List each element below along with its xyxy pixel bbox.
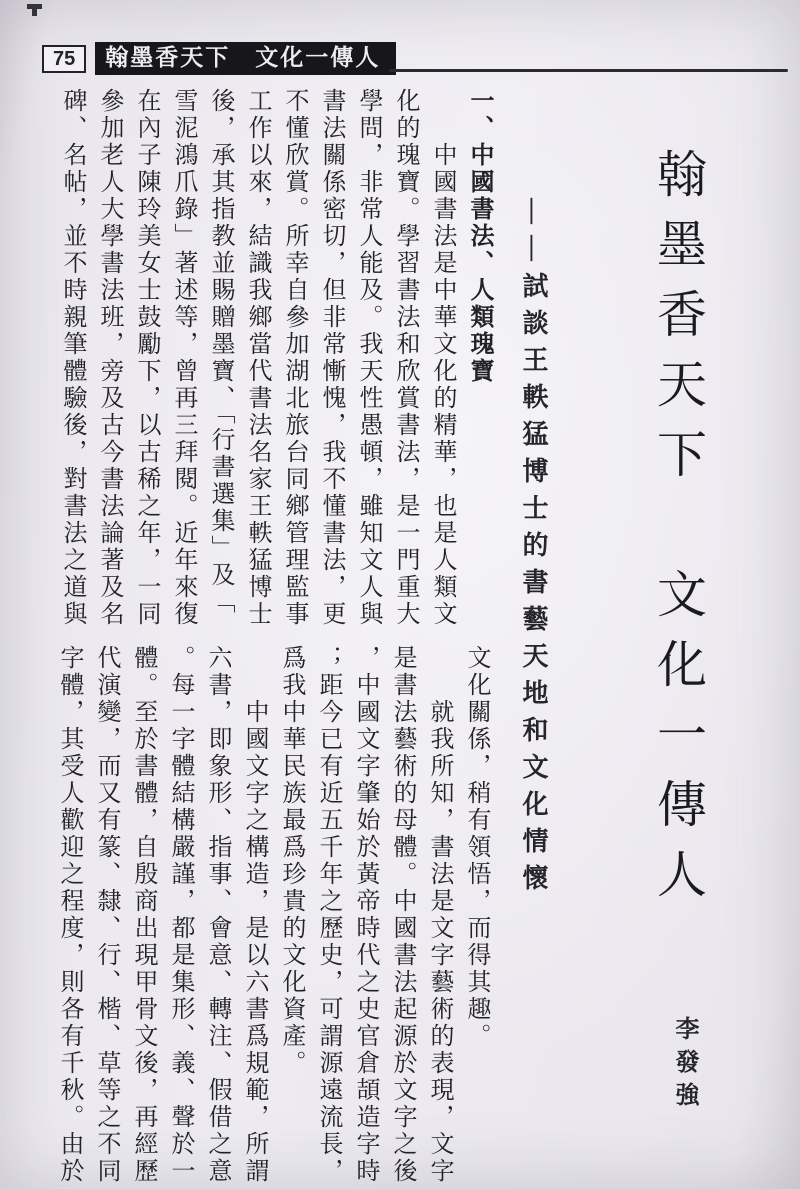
page-number: 75 <box>42 45 86 73</box>
running-title-bar: 翰墨香天下 文化一傳人 <box>95 42 396 75</box>
article-subtitle: ——試談王軼猛博士的書藝天地和文化情懷 <box>519 198 548 901</box>
page-header <box>42 42 792 78</box>
body-text-lower-block <box>50 645 494 1189</box>
paragraph-1: 中國書法是中華文化的精華，也是人類文化的瑰寶。學習書法和欣賞書法，是一門重大學問，非常人能及。我天性愚頓，雖知文人與書法關係密切，但非常慚愧，我不懂書法，更不懂欣賞。所幸自參加湖北旅台同鄉管理監事工作以來，結識我鄉當代書法名家王軼猛博士後，承其指教並賜贈墨寶、「行書選集」及「雪泥鴻爪錄」著述等，曾再三拜閱。近年來復在內子陳玲美女士鼓勵下，以古稀之年，一同參加老人大學書法班，旁及古今書法論著及名碑、名帖，並不時親筆體驗後，對書法之道與 <box>59 88 455 628</box>
paragraph-1-continuation: 文化關係，稍有領悟，而得其趣。 <box>463 645 489 1050</box>
print-registration-mark <box>27 4 42 9</box>
section-heading: 一、中國書法、人類瑰寶 <box>466 88 492 385</box>
paragraph-3: 中國文字之構造，是以六書爲規範，所謂六書，即象形、指事、會意、轉注、假借之意。每一字體結構嚴謹，都是集形、義、聲於一體。至於書體，自殷商出現甲骨文後，再經歷代演變，而又有篆、隸、行、楷、草等之不同字體，其受人歡迎之程度，則各有千秋。由於 <box>56 645 267 1185</box>
author-name: 李發強 <box>671 1016 697 1115</box>
body-text-upper-block <box>53 88 497 634</box>
paragraph-2: 就我所知，書法是文字藝術的表現，文字是書法藝術的母體。中國書法起源於文字之後，中國文字肇始於黃帝時代之史官倉頡造字時；距今已有近五千年之歷史，可謂源遠流長，爲我中華民族最爲珍貴的文化資產。 <box>278 645 452 1185</box>
article-title: 翰墨香天下 文化一傳人 <box>650 148 706 918</box>
header-rule-line <box>389 69 788 72</box>
